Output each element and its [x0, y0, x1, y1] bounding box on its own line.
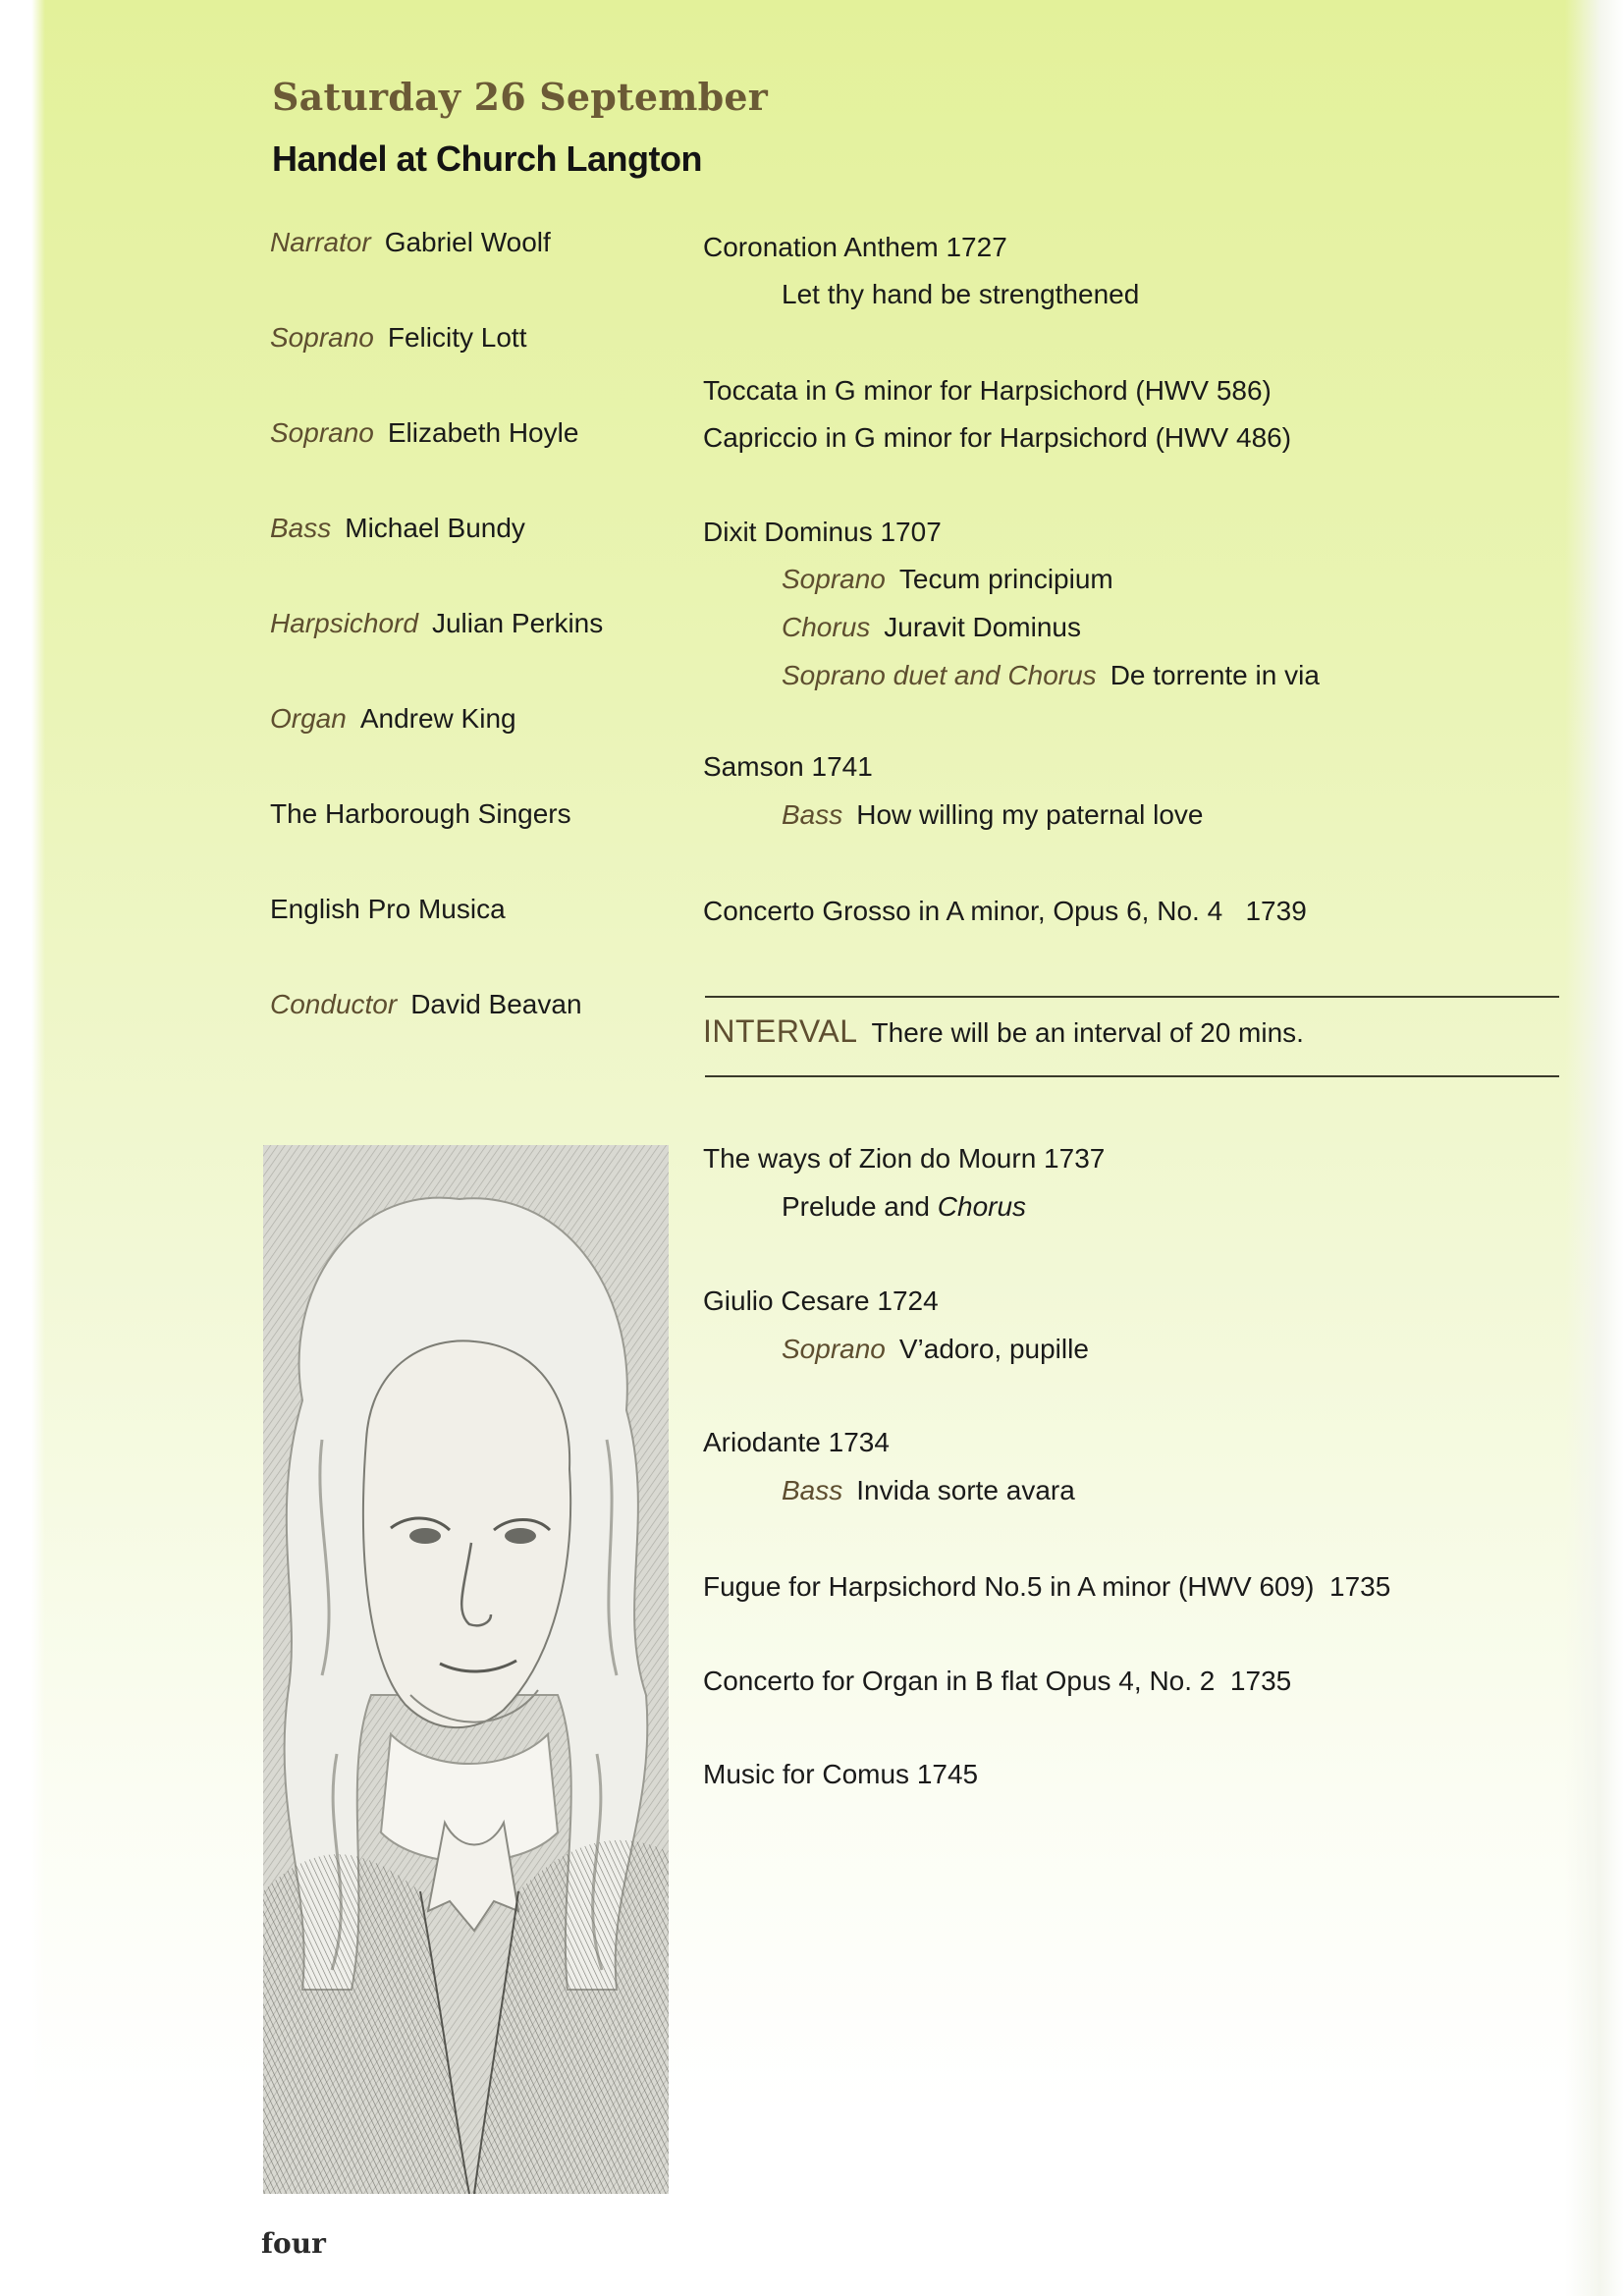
engraving-illustration	[263, 1145, 669, 2194]
programme-work: Music for Comus 1745	[703, 1759, 979, 1789]
performer-entry	[270, 227, 682, 322]
programme-movement: Let thy hand be strengthened	[782, 279, 1140, 309]
performer-role: Soprano	[270, 417, 374, 448]
performer-role: Harpsichord	[270, 608, 418, 638]
interval-rule-top	[705, 996, 1559, 998]
programme-work: Toccata in G minor for Harpsichord (HWV 586)	[703, 375, 1272, 406]
interval-notice	[703, 1013, 1304, 1050]
performer-name: Michael Bundy	[345, 513, 525, 543]
programme-work: Samson 1741	[703, 751, 873, 782]
performer-role: Soprano	[270, 322, 374, 353]
movement-role: Bass	[782, 1475, 843, 1505]
movement-title: How willing my paternal love	[856, 799, 1204, 830]
programme-movement	[703, 564, 1113, 595]
performer-entry	[270, 513, 682, 608]
interval-text: There will be an interval of 20 mins.	[871, 1017, 1304, 1048]
performer-entry	[270, 989, 682, 1084]
performer-name: Julian Perkins	[431, 608, 604, 638]
performer-entry	[270, 417, 682, 513]
performer-name: Elizabeth Hoyle	[387, 417, 579, 448]
programme-movement	[703, 799, 1204, 831]
programme-work: Concerto for Organ in B flat Opus 4, No. 2 1735	[703, 1666, 1292, 1696]
movement-role: Chorus	[782, 612, 871, 642]
movement-role: Chorus	[937, 1191, 1027, 1222]
movement-title: Invida sorte avara	[856, 1475, 1075, 1505]
event-date: Saturday 26 September	[272, 75, 768, 119]
movement-title: Prelude and	[782, 1191, 931, 1222]
movement-title: Juravit Dominus	[884, 612, 1081, 642]
performer-name: Andrew King	[359, 703, 516, 734]
performer-role: Organ	[270, 703, 347, 734]
programme-movement	[703, 612, 1081, 643]
programme-work: Coronation Anthem 1727	[703, 232, 1007, 262]
interval-rule-bottom	[705, 1075, 1559, 1077]
programme-work: Ariodante 1734	[703, 1427, 890, 1457]
page-right-margin	[1565, 0, 1624, 2296]
composer-portrait	[263, 1145, 669, 2194]
programme-work: Concerto Grosso in A minor, Opus 6, No. 4 1739	[703, 896, 1307, 926]
performer-role: Bass	[270, 513, 332, 543]
performer-role: Narrator	[270, 227, 371, 257]
programme-movement	[703, 1475, 1075, 1506]
programme-work: Capriccio in G minor for Harpsichord (HWV 486)	[703, 422, 1292, 453]
programme-work: Dixit Dominus 1707	[703, 517, 942, 547]
performer-entry	[270, 322, 682, 417]
programme-work: Fugue for Harpsichord No.5 in A minor (HWV 609) 1735	[703, 1571, 1391, 1602]
performer-name: English Pro Musica	[270, 894, 506, 924]
performer-name: Gabriel Woolf	[384, 227, 551, 257]
performer-entry	[270, 798, 682, 894]
movement-title: V’adoro, pupille	[898, 1334, 1089, 1364]
movement-title: Tecum principium	[898, 564, 1113, 594]
page-number: four	[261, 2227, 326, 2260]
event-title: Handel at Church Langton	[272, 138, 702, 179]
performer-name: David Beavan	[410, 989, 582, 1019]
programme-movement	[703, 1191, 1026, 1223]
programme-movement	[703, 1334, 1089, 1365]
performer-entry	[270, 894, 682, 989]
movement-role: Soprano	[782, 1334, 886, 1364]
movement-role: Soprano	[782, 564, 886, 594]
programme-work: The ways of Zion do Mourn 1737	[703, 1143, 1106, 1174]
performer-entry	[270, 608, 682, 703]
movement-title: De torrente in via	[1110, 660, 1320, 690]
interval-label: INTERVAL	[703, 1013, 858, 1049]
programme-movement	[703, 660, 1320, 691]
movement-role: Soprano duet and Chorus	[782, 660, 1097, 690]
performer-name: The Harborough Singers	[270, 798, 571, 829]
programme-work: Giulio Cesare 1724	[703, 1285, 939, 1316]
movement-role: Bass	[782, 799, 843, 830]
performer-role: Conductor	[270, 989, 398, 1019]
performer-name: Felicity Lott	[387, 322, 527, 353]
performers-list	[270, 227, 682, 1084]
page-left-margin	[0, 0, 45, 2296]
performer-entry	[270, 703, 682, 798]
